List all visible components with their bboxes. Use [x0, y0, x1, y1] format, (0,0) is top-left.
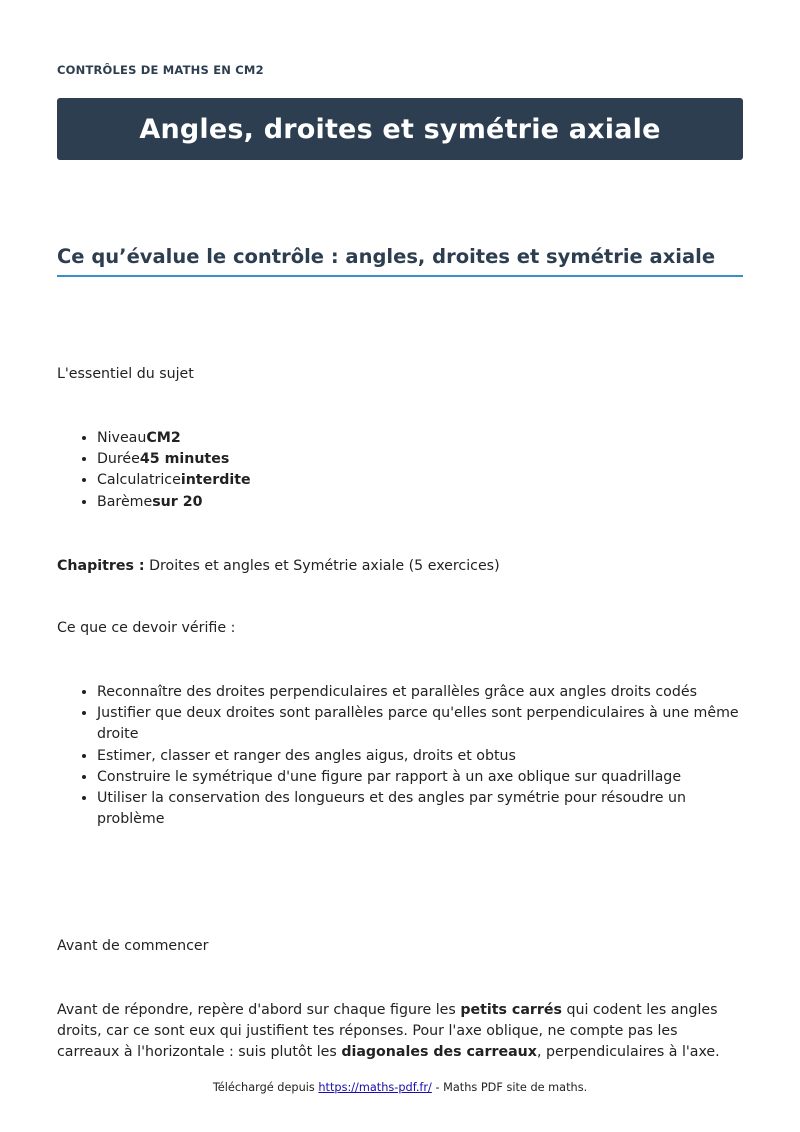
page-footer: Téléchargé depuis https://maths-pdf.fr/ - Maths PDF site de maths.: [212, 1081, 588, 1094]
checks-list: [57, 682, 743, 830]
chapters-line: [57, 558, 500, 574]
footer-link[interactable]: https://maths-pdf.fr/: [318, 1081, 432, 1094]
before-heading: Avant de commencer: [57, 938, 209, 954]
title-banner: [57, 98, 743, 160]
list-item: • Estimer, classer et ranger des angles aigus, droits et obtus: [97, 746, 743, 767]
essentials-list: [57, 428, 743, 513]
checks-heading: Ce que ce devoir vérifie :: [57, 620, 236, 636]
list-item-niveau: • NiveauCM2: [97, 428, 743, 449]
list-item: • Reconnaître des droites perpendiculaires et parallèles grâce aux angles droits codés: [97, 682, 743, 703]
section-title: Ce qu’évalue le contrôle : angles, droites et symétrie axiale: [57, 245, 743, 277]
list-item: • Utiliser la conservation des longueurs et des angles par symétrie pour résoudre un problème: [97, 788, 743, 830]
list-item-duree: • Durée45 minutes: [97, 449, 743, 470]
list-item: • Construire le symétrique d'une figure par rapport à un axe oblique sur quadrillage: [97, 767, 743, 788]
list-item-calculatrice: • Calculatriceinterdite: [97, 470, 743, 491]
document-title: Angles, droites et symétrie axiale: [139, 113, 661, 145]
list-item-bareme: • Barèmesur 20: [97, 492, 743, 513]
essentials-heading: L'essentiel du sujet: [57, 366, 194, 382]
document-kicker: CONTRÔLES DE MATHS EN CM2: [57, 63, 264, 77]
chapters-label: Chapitres :: [57, 558, 145, 574]
advice-paragraph: Avant de répondre, repère d'abord sur chaque figure les petits carrés qui codent les angles droits, car ce sont eux qui justifient tes réponses. Pour l'axe oblique, ne compte pas les carreaux à l'horizontale : suis plutôt les diagonales des carreaux, perpendiculaires à l'axe.: [57, 1002, 720, 1060]
list-item: • Justifier que deux droites sont parallèles parce qu'elles sont perpendiculaires à une même droite: [97, 703, 743, 745]
chapters-text: Droites et angles et Symétrie axiale (5 exercices): [144, 558, 500, 574]
